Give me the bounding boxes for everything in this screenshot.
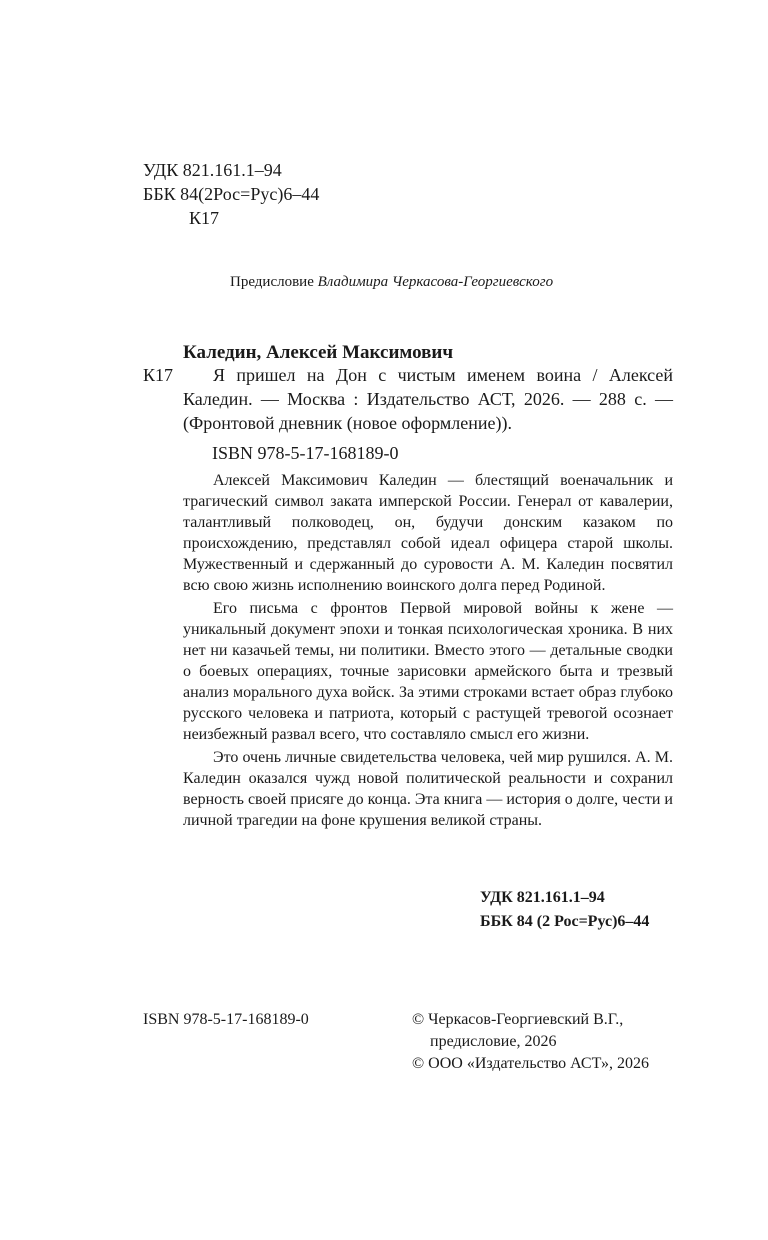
entry-description-block: [183, 363, 673, 435]
author-mark: К17: [189, 208, 220, 228]
copyright-line: предисловие, 2026: [430, 1033, 557, 1050]
entry-author: Каледин, Алексей Максимович: [183, 342, 454, 363]
bottom-classification: [480, 886, 649, 934]
copyright-line: © ООО «Издательство АСТ», 2026: [412, 1055, 649, 1072]
classification-block: [143, 158, 319, 230]
entry-isbn: ISBN 978-5-17-168189-0: [212, 443, 399, 463]
bbk-code: ББК 84(2Рос=Рус)6–44: [143, 184, 320, 204]
footer-isbn: ISBN 978-5-17-168189-0: [143, 1011, 309, 1028]
udk-code: УДК 821.161.1–94: [143, 160, 282, 180]
preface-line: [230, 272, 553, 292]
annotation-paragraph: Алексей Максимович Каледин — блестящий военачальник и трагический символ заката имперской России. Генерал от кавалерии, талантливый полководец, он, будучи донским казаком по происхождению, представлял собой идеал офицера старой школы. Мужественный и сдержанный до суровости А. М. Каледин посвятил всю свою жизнь исполнению воинского долга перед Родиной.: [183, 472, 673, 594]
annotation-paragraph: Это очень личные свидетельства человека, чей мир рушился. А. М. Каледин оказался чужд новой политической реальности и сохранил верность своей присяге до конца. Эта книга — история о долге, чести и личной трагедии на фоне крушения великой страны.: [183, 749, 673, 829]
annotation-paragraph: Его письма с фронтов Первой мировой войны к жене — уникальный документ эпохи и тонкая психологическая хроника. В них нет ни казачьей темы, ни политики. Вместо этого — детальные сводки о боевых операциях, точные зарисовки армейского быта и трезвый анализ морального духа войск. За этими строками встает образ глубоко русского человека и патриота, который с растущей тревогой осознает неизбежный развал всего, что составляло смысл его жизни.: [183, 600, 673, 743]
bottom-udk: УДК 821.161.1–94: [480, 889, 605, 906]
copyright-block: [412, 1009, 649, 1075]
entry-side-mark: К17: [143, 365, 174, 385]
bottom-bbk: ББК 84 (2 Рос=Рус)6–44: [480, 913, 650, 930]
annotation-block: [183, 470, 673, 831]
preface-author: Владимира Черкасова-Георгиевского: [317, 274, 554, 290]
entry-description: Я пришел на Дон с чистым именем воина / Алексей Каледин. — Москва : Издательство АСТ, 2026. — 288 с. — (Фронтовой дневник (новое оформление)).: [183, 365, 673, 433]
copyright-line: © Черкасов-Георгиевский В.Г.,: [412, 1011, 624, 1028]
preface-label: Предисловие: [230, 274, 314, 290]
